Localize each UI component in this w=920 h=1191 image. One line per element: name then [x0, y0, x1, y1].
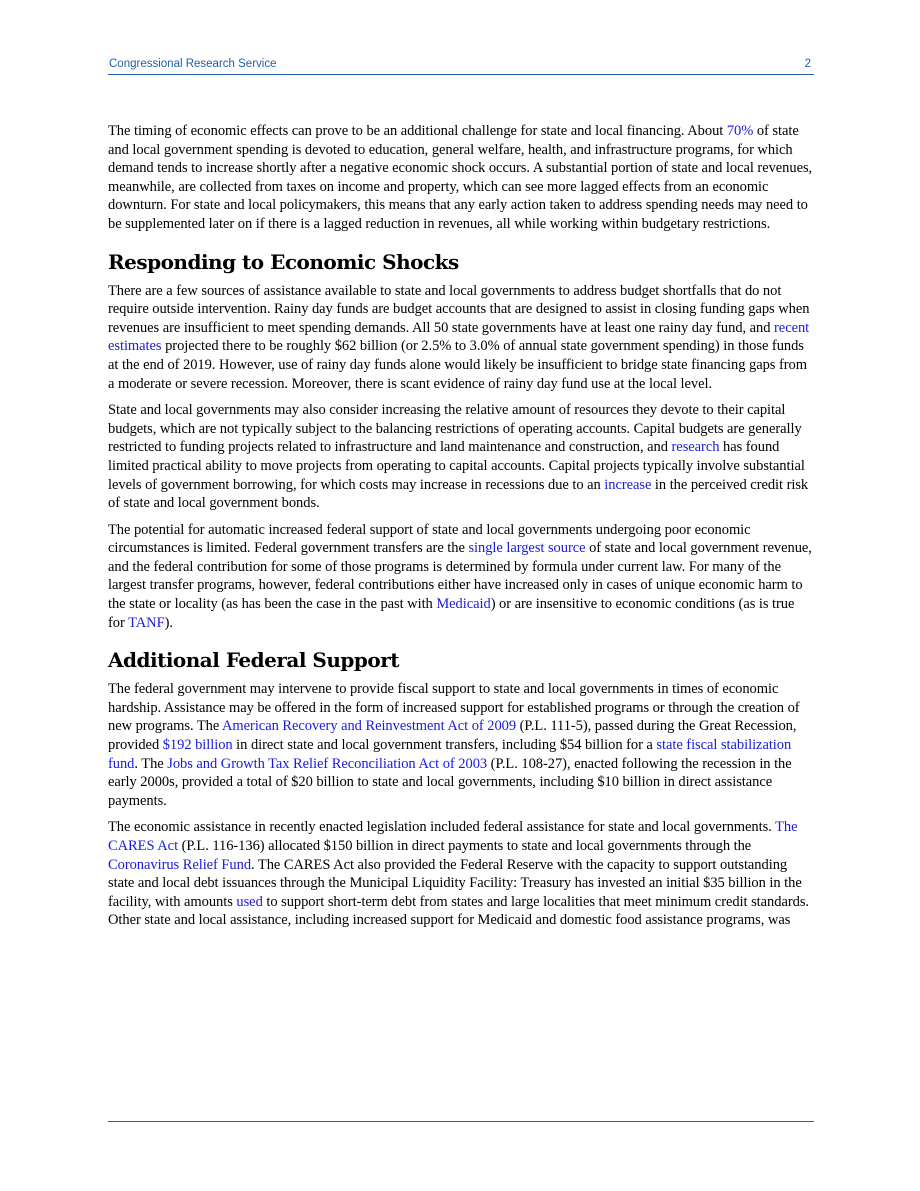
link-used[interactable]: used — [236, 893, 263, 910]
text-segment: The economic assistance in recently enacted legislation included federal assistance for state and local governments. — [108, 819, 776, 836]
document-body — [108, 122, 814, 938]
text-segment: There are a few sources of assistance available to state and local governments to address budget shortfalls that do not require outside intervention. Rainy day funds are budget accounts that are designed to assist in closing funding gaps when revenues are insufficient to meet spending demands. All 50 state governments have at least one rainy day fund, and — [108, 282, 810, 336]
text-segment: State and local governments may also consider increasing the relative amount of resources they devote to their capital budgets, which are not typically subject to the balancing restrictions of operating accounts. Capital budgets are generally restricted to funding projects related to infrastructure and land maintenance and construction, and — [108, 402, 802, 456]
heading-additional-federal-support: Additional Federal Support — [108, 648, 399, 673]
paragraph-capital-budgets — [108, 401, 814, 513]
text-segment: of state and local government revenue, and the federal contribution for some of those programs is determined by formula under current law. For many of the largest transfer programs, however, federal contributions either have increased only in cases of unique economic harm to the state or locality (as has been the case in the past with — [108, 540, 812, 613]
text-segment: ) or are insensitive to economic conditions (as is true for — [108, 596, 795, 631]
link-single-largest-source[interactable]: single largest source — [468, 540, 586, 557]
paragraph-cares-act — [108, 818, 814, 930]
link-recent-estimates[interactable]: recent estimates — [108, 319, 810, 355]
text-segment: of state and local government spending is devoted to education, general welfare, health, and infrastructure programs, for which demand tends to increase shortly after a negative economic shock occurs. A substantial portion of state and local revenues, meanwhile, are collected from taxes on income and property, which can see more lagged effects from an economic downturn. For state and local policymakers, this means that any early action taken to address spending needs may need to be supplemented later on if there is a lagged reduction in revenues, all while working within budgetary restrictions. — [108, 123, 813, 232]
link-coronavirus-relief-fund[interactable]: Coronavirus Relief Fund — [108, 856, 252, 873]
link-medicaid[interactable]: Medicaid — [436, 596, 491, 613]
text-segment: The timing of economic effects can prove to be an additional challenge for state and local financing. About — [108, 123, 727, 139]
paragraph-federal-intervention — [108, 680, 814, 810]
text-segment: (P.L. 108-27), enacted following the recession in the early 2000s, provided a total of $20 billion to state and local governments, including $10 billion in direct assistance payments. — [108, 755, 792, 809]
heading-responding-to-economic-shocks: Responding to Economic Shocks — [108, 249, 459, 274]
footer-divider — [108, 1121, 814, 1122]
link-tanf[interactable]: TANF — [128, 614, 165, 631]
text-segment: . The CARES Act also provided the Federal Reserve with the capacity to support outstanding state and local debt issuances through the Municipal Liquidity Facility: Treasury has invested an initial $35 billion in the facility, with amounts — [108, 856, 802, 910]
link-cares-act[interactable]: The CARES Act — [108, 819, 798, 854]
text-segment: projected there to be roughly $62 billion (or 2.5% to 3.0% of annual state government spending) in those funds at the end of 2019. However, use of rainy day funds alone would likely be insufficient to bridge state financing gaps from a moderate or severe recession. Moreover, there is scant evidence of rainy day fund use at the local level. — [108, 338, 807, 392]
link-state-fiscal-stabilization-fund[interactable]: state fiscal stabilization fund — [108, 737, 792, 772]
text-segment: . The — [134, 755, 168, 772]
page-header — [108, 56, 814, 75]
text-segment: The potential for automatic increased federal support of state and local governments undergoing poor economic circumstances is limited. Federal government transfers are the — [108, 521, 751, 557]
text-segment: in direct state and local government transfers, including $54 billion for a — [232, 737, 657, 754]
text-segment: to support short-term debt from states and large localities that meet minimum credit standards. Other state and local assistance, including increased support for Medicaid and domestic food assistance programs, was — [108, 893, 809, 929]
link-jgtrra-2003[interactable]: Jobs and Growth Tax Relief Reconciliation Act of 2003 — [167, 755, 488, 772]
header-org-name: Congressional Research Service — [109, 58, 277, 70]
link-192-billion[interactable]: $192 billion — [162, 737, 233, 754]
link-70-percent[interactable]: 70% — [726, 123, 754, 139]
paragraph-federal-transfers — [108, 521, 814, 633]
link-research[interactable]: research — [671, 439, 720, 456]
text-segment: (P.L. 116-136) allocated $150 billion in direct payments to state and local governments through the — [178, 838, 752, 854]
link-increase[interactable]: increase — [604, 476, 652, 493]
page-number: 2 — [804, 58, 811, 70]
paragraph-timing — [108, 122, 814, 234]
text-segment: ). — [164, 614, 173, 631]
text-segment: has found limited practical ability to move projects from operating to capital accounts. Capital projects typically involve substantial levels of government borrowing, for which costs may increase in recessions due to an — [108, 439, 805, 493]
text-segment: The federal government may intervene to provide fiscal support to state and local governments in times of economic hardship. Assistance may be offered in the form of increased support for established programs or through the creation of new programs. The — [108, 681, 800, 735]
paragraph-rainy-day-funds — [108, 282, 814, 394]
text-segment: in the perceived credit risk of state and local government bonds. — [108, 476, 809, 512]
link-arra-2009[interactable]: American Recovery and Reinvestment Act of 2009 — [222, 718, 517, 735]
text-segment: (P.L. 111-5), passed during the Great Recession, provided — [108, 718, 797, 754]
